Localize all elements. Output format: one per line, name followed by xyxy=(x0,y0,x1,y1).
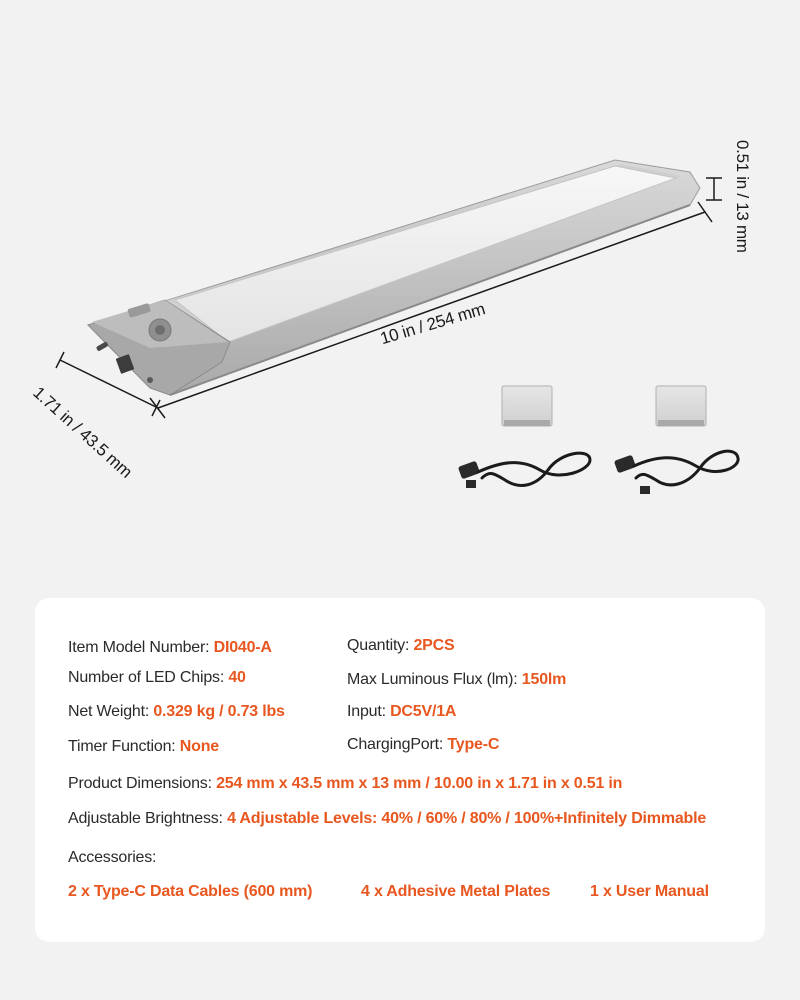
spec-brightness: Adjustable Brightness: 4 Adjustable Levels: 40% / 60% / 80% / 100%+Infinitely Dimmable xyxy=(68,810,707,827)
spec-model: Item Model Number: DI040-A xyxy=(68,639,272,656)
length-dimension-label: 10 in / 254 mm xyxy=(378,299,488,349)
spec-charging-port: ChargingPort: Type-C xyxy=(347,736,500,753)
height-dimension-label: 0.51 in / 13 mm xyxy=(733,140,752,253)
spec-product-dimensions: Product Dimensions: 254 mm x 43.5 mm x 13 mm / 10.00 in x 1.71 in x 0.51 in xyxy=(68,775,623,792)
spec-led-chips: Number of LED Chips: 40 xyxy=(68,669,246,686)
spec-net-weight: Net Weight: 0.329 kg / 0.73 lbs xyxy=(68,703,285,720)
usb-cable-1 xyxy=(458,453,590,488)
spec-card xyxy=(35,598,765,942)
spec-input: Input: DC5V/1A xyxy=(347,703,457,720)
accessory-item: 1 x User Manual xyxy=(590,883,709,900)
spec-quantity: Quantity: 2PCS xyxy=(347,637,455,654)
width-dimension-label: 1.71 in / 43.5 mm xyxy=(29,383,136,482)
usb-port-icon xyxy=(96,341,109,351)
spec-timer: Timer Function: None xyxy=(68,738,219,755)
accessory-item: 2 x Type-C Data Cables (600 mm) xyxy=(68,883,313,900)
adhesive-plate-1 xyxy=(502,386,552,426)
accessory-item: 4 x Adhesive Metal Plates xyxy=(361,883,551,900)
accessories-heading: Accessories: xyxy=(68,849,157,866)
light-bar xyxy=(88,160,700,395)
spec-luminous-flux: Max Luminous Flux (lm): 150lm xyxy=(347,671,567,688)
usb-cable-2 xyxy=(614,451,738,494)
adhesive-plate-2 xyxy=(656,386,706,426)
